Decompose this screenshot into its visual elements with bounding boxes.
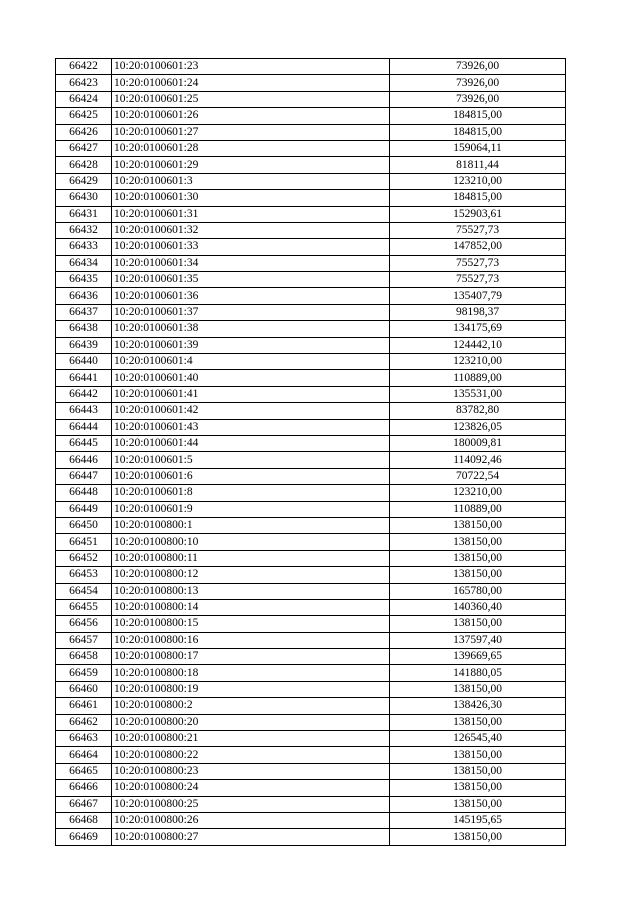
table-row: [56, 419, 566, 435]
table-row: [56, 321, 566, 337]
row-number-cell: 66427: [56, 140, 112, 156]
row-number-cell: 66438: [56, 321, 112, 337]
value-cell: 139669,65: [390, 649, 566, 665]
value-cell: 138150,00: [390, 616, 566, 632]
row-number-cell: 66430: [56, 190, 112, 206]
table-row: [56, 780, 566, 796]
table-row: [56, 812, 566, 828]
value-cell: 184815,00: [390, 108, 566, 124]
table-row: [56, 714, 566, 730]
table-row: [56, 435, 566, 451]
table-row: [56, 386, 566, 402]
table-row: [56, 59, 566, 75]
table-row: [56, 354, 566, 370]
cadastral-number-cell: 10:20:0100601:9: [112, 501, 390, 517]
row-number-cell: 66468: [56, 812, 112, 828]
table-row: [56, 599, 566, 615]
cadastral-number-cell: 10:20:0100601:24: [112, 75, 390, 91]
value-cell: 73926,00: [390, 75, 566, 91]
table-row: [56, 288, 566, 304]
value-cell: 124442,10: [390, 337, 566, 353]
value-cell: 73926,00: [390, 91, 566, 107]
row-number-cell: 66426: [56, 124, 112, 140]
row-number-cell: 66448: [56, 485, 112, 501]
value-cell: 123210,00: [390, 173, 566, 189]
cadastral-value-table: [55, 58, 566, 846]
value-cell: 152903,61: [390, 206, 566, 222]
row-number-cell: 66457: [56, 632, 112, 648]
value-cell: 114092,46: [390, 452, 566, 468]
row-number-cell: 66460: [56, 681, 112, 697]
row-number-cell: 66467: [56, 796, 112, 812]
cadastral-number-cell: 10:20:0100601:38: [112, 321, 390, 337]
row-number-cell: 66465: [56, 763, 112, 779]
row-number-cell: 66458: [56, 649, 112, 665]
cadastral-number-cell: 10:20:0100800:22: [112, 747, 390, 763]
row-number-cell: 66442: [56, 386, 112, 402]
table-row: [56, 649, 566, 665]
cadastral-number-cell: 10:20:0100601:35: [112, 272, 390, 288]
table-row: [56, 157, 566, 173]
row-number-cell: 66443: [56, 403, 112, 419]
cadastral-number-cell: 10:20:0100800:20: [112, 714, 390, 730]
row-number-cell: 66423: [56, 75, 112, 91]
value-cell: 180009,81: [390, 435, 566, 451]
table-row: [56, 403, 566, 419]
row-number-cell: 66449: [56, 501, 112, 517]
value-cell: 83782,80: [390, 403, 566, 419]
cadastral-number-cell: 10:20:0100601:30: [112, 190, 390, 206]
value-cell: 184815,00: [390, 190, 566, 206]
value-cell: 138150,00: [390, 567, 566, 583]
cadastral-number-cell: 10:20:0100601:25: [112, 91, 390, 107]
table-body: [56, 59, 566, 846]
row-number-cell: 66434: [56, 255, 112, 271]
table-row: [56, 534, 566, 550]
table-row: [56, 731, 566, 747]
cadastral-number-cell: 10:20:0100601:5: [112, 452, 390, 468]
cadastral-number-cell: 10:20:0100800:27: [112, 829, 390, 845]
row-number-cell: 66439: [56, 337, 112, 353]
value-cell: 184815,00: [390, 124, 566, 140]
row-number-cell: 66451: [56, 534, 112, 550]
row-number-cell: 66455: [56, 599, 112, 615]
row-number-cell: 66440: [56, 354, 112, 370]
value-cell: 123210,00: [390, 485, 566, 501]
table-row: [56, 501, 566, 517]
cadastral-number-cell: 10:20:0100601:6: [112, 468, 390, 484]
cadastral-number-cell: 10:20:0100800:10: [112, 534, 390, 550]
row-number-cell: 66433: [56, 239, 112, 255]
table-row: [56, 370, 566, 386]
value-cell: 134175,69: [390, 321, 566, 337]
cadastral-number-cell: 10:20:0100800:25: [112, 796, 390, 812]
row-number-cell: 66428: [56, 157, 112, 173]
table-row: [56, 550, 566, 566]
table-row: [56, 91, 566, 107]
row-number-cell: 66464: [56, 747, 112, 763]
table-row: [56, 665, 566, 681]
value-cell: 135531,00: [390, 386, 566, 402]
cadastral-number-cell: 10:20:0100601:37: [112, 304, 390, 320]
value-cell: 138426,30: [390, 698, 566, 714]
row-number-cell: 66456: [56, 616, 112, 632]
value-cell: 75527,73: [390, 272, 566, 288]
row-number-cell: 66452: [56, 550, 112, 566]
table-row: [56, 304, 566, 320]
value-cell: 123826,05: [390, 419, 566, 435]
value-cell: 110889,00: [390, 501, 566, 517]
value-cell: 138150,00: [390, 714, 566, 730]
table-row: [56, 190, 566, 206]
row-number-cell: 66453: [56, 567, 112, 583]
table-row: [56, 255, 566, 271]
table-row: [56, 468, 566, 484]
cadastral-number-cell: 10:20:0100800:26: [112, 812, 390, 828]
table-row: [56, 632, 566, 648]
value-cell: 75527,73: [390, 222, 566, 238]
cadastral-number-cell: 10:20:0100800:23: [112, 763, 390, 779]
value-cell: 138150,00: [390, 763, 566, 779]
table-row: [56, 239, 566, 255]
cadastral-number-cell: 10:20:0100601:28: [112, 140, 390, 156]
cadastral-number-cell: 10:20:0100800:24: [112, 780, 390, 796]
value-cell: 138150,00: [390, 796, 566, 812]
value-cell: 138150,00: [390, 550, 566, 566]
value-cell: 147852,00: [390, 239, 566, 255]
cadastral-number-cell: 10:20:0100800:2: [112, 698, 390, 714]
value-cell: 70722,54: [390, 468, 566, 484]
table-row: [56, 829, 566, 845]
value-cell: 75527,73: [390, 255, 566, 271]
row-number-cell: 66447: [56, 468, 112, 484]
table-row: [56, 485, 566, 501]
value-cell: 126545,40: [390, 731, 566, 747]
cadastral-number-cell: 10:20:0100601:27: [112, 124, 390, 140]
table-row: [56, 452, 566, 468]
value-cell: 98198,37: [390, 304, 566, 320]
table-row: [56, 108, 566, 124]
value-cell: 73926,00: [390, 59, 566, 75]
row-number-cell: 66437: [56, 304, 112, 320]
value-cell: 135407,79: [390, 288, 566, 304]
value-cell: 81811,44: [390, 157, 566, 173]
row-number-cell: 66441: [56, 370, 112, 386]
table-row: [56, 272, 566, 288]
table-row: [56, 140, 566, 156]
row-number-cell: 66459: [56, 665, 112, 681]
value-cell: 138150,00: [390, 747, 566, 763]
cadastral-number-cell: 10:20:0100601:3: [112, 173, 390, 189]
cadastral-number-cell: 10:20:0100601:8: [112, 485, 390, 501]
value-cell: 145195,65: [390, 812, 566, 828]
row-number-cell: 66446: [56, 452, 112, 468]
table-row: [56, 747, 566, 763]
cadastral-number-cell: 10:20:0100601:23: [112, 59, 390, 75]
value-cell: 165780,00: [390, 583, 566, 599]
cadastral-number-cell: 10:20:0100800:21: [112, 731, 390, 747]
table-row: [56, 567, 566, 583]
cadastral-number-cell: 10:20:0100601:42: [112, 403, 390, 419]
cadastral-number-cell: 10:20:0100601:29: [112, 157, 390, 173]
row-number-cell: 66422: [56, 59, 112, 75]
cadastral-number-cell: 10:20:0100800:18: [112, 665, 390, 681]
cadastral-number-cell: 10:20:0100800:14: [112, 599, 390, 615]
value-cell: 140360,40: [390, 599, 566, 615]
table-row: [56, 75, 566, 91]
value-cell: 141880,05: [390, 665, 566, 681]
row-number-cell: 66445: [56, 435, 112, 451]
table-row: [56, 616, 566, 632]
row-number-cell: 66435: [56, 272, 112, 288]
cadastral-number-cell: 10:20:0100601:44: [112, 435, 390, 451]
cadastral-number-cell: 10:20:0100601:26: [112, 108, 390, 124]
value-cell: 137597,40: [390, 632, 566, 648]
row-number-cell: 66469: [56, 829, 112, 845]
table-row: [56, 796, 566, 812]
cadastral-number-cell: 10:20:0100800:19: [112, 681, 390, 697]
row-number-cell: 66444: [56, 419, 112, 435]
row-number-cell: 66462: [56, 714, 112, 730]
table-row: [56, 698, 566, 714]
table-row: [56, 517, 566, 533]
row-number-cell: 66431: [56, 206, 112, 222]
table-row: [56, 583, 566, 599]
row-number-cell: 66461: [56, 698, 112, 714]
cadastral-number-cell: 10:20:0100601:41: [112, 386, 390, 402]
table-row: [56, 173, 566, 189]
cadastral-number-cell: 10:20:0100601:32: [112, 222, 390, 238]
table-row: [56, 222, 566, 238]
row-number-cell: 66463: [56, 731, 112, 747]
value-cell: 138150,00: [390, 829, 566, 845]
cadastral-number-cell: 10:20:0100601:31: [112, 206, 390, 222]
row-number-cell: 66450: [56, 517, 112, 533]
value-cell: 159064,11: [390, 140, 566, 156]
value-cell: 138150,00: [390, 517, 566, 533]
table-row: [56, 337, 566, 353]
cadastral-number-cell: 10:20:0100800:15: [112, 616, 390, 632]
table-row: [56, 206, 566, 222]
cadastral-number-cell: 10:20:0100800:11: [112, 550, 390, 566]
table-row: [56, 763, 566, 779]
value-cell: 138150,00: [390, 534, 566, 550]
cadastral-number-cell: 10:20:0100800:12: [112, 567, 390, 583]
row-number-cell: 66425: [56, 108, 112, 124]
table-row: [56, 124, 566, 140]
value-cell: 138150,00: [390, 681, 566, 697]
table-row: [56, 681, 566, 697]
row-number-cell: 66432: [56, 222, 112, 238]
row-number-cell: 66454: [56, 583, 112, 599]
cadastral-number-cell: 10:20:0100800:17: [112, 649, 390, 665]
cadastral-number-cell: 10:20:0100601:36: [112, 288, 390, 304]
value-cell: 123210,00: [390, 354, 566, 370]
value-cell: 138150,00: [390, 780, 566, 796]
cadastral-number-cell: 10:20:0100601:40: [112, 370, 390, 386]
row-number-cell: 66429: [56, 173, 112, 189]
row-number-cell: 66424: [56, 91, 112, 107]
cadastral-number-cell: 10:20:0100800:1: [112, 517, 390, 533]
cadastral-number-cell: 10:20:0100601:39: [112, 337, 390, 353]
cadastral-number-cell: 10:20:0100601:43: [112, 419, 390, 435]
row-number-cell: 66466: [56, 780, 112, 796]
row-number-cell: 66436: [56, 288, 112, 304]
value-cell: 110889,00: [390, 370, 566, 386]
cadastral-number-cell: 10:20:0100800:16: [112, 632, 390, 648]
cadastral-number-cell: 10:20:0100601:34: [112, 255, 390, 271]
cadastral-number-cell: 10:20:0100601:33: [112, 239, 390, 255]
cadastral-number-cell: 10:20:0100601:4: [112, 354, 390, 370]
cadastral-number-cell: 10:20:0100800:13: [112, 583, 390, 599]
